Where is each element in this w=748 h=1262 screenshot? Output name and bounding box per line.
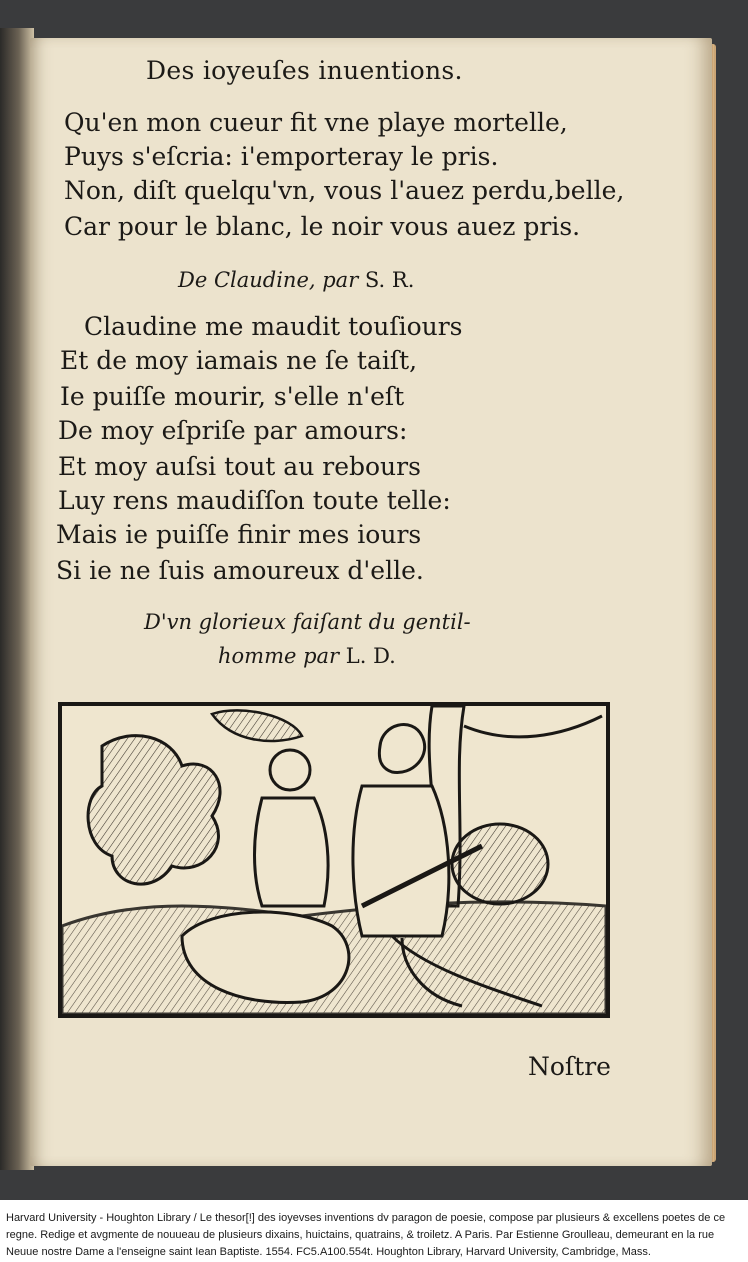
poem2-line-1: Claudine me maudit touſiours	[84, 312, 463, 341]
woodcut-illustration	[58, 702, 610, 1018]
stanza1-line-4: Car pour le blanc, le noir vous auez pris.	[64, 212, 581, 241]
poem2-line-3: Ie puiſſe mourir, s'elle n'eſt	[60, 382, 405, 411]
man-body	[353, 786, 449, 936]
stanza1-line-3: Non, diſt quelqu'vn, vous l'auez perdu,belle,	[64, 176, 625, 205]
stanza1-line-2: Puys s'eſcria: i'emporteray le pris.	[64, 142, 499, 171]
foliage-left	[88, 736, 220, 885]
woodcut-drawing	[62, 706, 606, 1014]
poem3-title-line-1: D'vn glorieux faiſant du gentil-	[144, 610, 471, 634]
catchword: Noſtre	[528, 1052, 611, 1081]
lute-body	[452, 824, 548, 904]
tree-branch	[464, 716, 602, 737]
poem3-title-text: homme par	[218, 644, 340, 668]
poem2-title	[178, 268, 414, 292]
foliage-top	[212, 710, 302, 741]
poem2-line-4: De moy eſpriſe par amours:	[58, 416, 408, 445]
stanza1-line-1: Qu'en mon cueur fit vne playe mortelle,	[64, 108, 568, 137]
poem2-line-7: Mais ie puiſſe finir mes iours	[56, 520, 422, 549]
poem3-title-line-2	[218, 644, 396, 668]
lady-body	[255, 798, 329, 906]
poem2-line-8: Si ie ne ſuis amoureux d'elle.	[56, 556, 424, 585]
poem2-title-text: De Claudine, par	[178, 268, 359, 292]
poem2-line-6: Luy rens maudiſſon toute telle:	[58, 486, 451, 515]
poem2-line-2: Et de moy iamais ne ſe taiſt,	[60, 346, 418, 375]
lady-head	[270, 750, 310, 790]
poem2-line-5: Et moy auſsi tout au rebours	[58, 452, 421, 481]
previous-page-edge	[0, 28, 34, 1170]
library-caption: Harvard University - Houghton Library / Le thesor[!] des ioyevses inventions dv paragon de poesie, compose par plusieurs & excellens poetes de ce regne. Redige et avgmente de nouueau de plusieurs dixains, huictains, quatrains, & troiletz. A Paris. Par Estienne Groulleau, demeurant en la rue Neuue nostre Dame a l'enseigne saint Iean Baptiste. 1554. FC5.A100.554t. Houghton Library, Harvard University, Cambridge, Mass.	[6, 1212, 726, 1258]
poem3-author: L. D.	[345, 644, 396, 668]
poem2-author: S. R.	[364, 268, 415, 292]
man-head	[379, 725, 424, 773]
running-head: Des ioyeuſes inuentions.	[146, 56, 463, 85]
